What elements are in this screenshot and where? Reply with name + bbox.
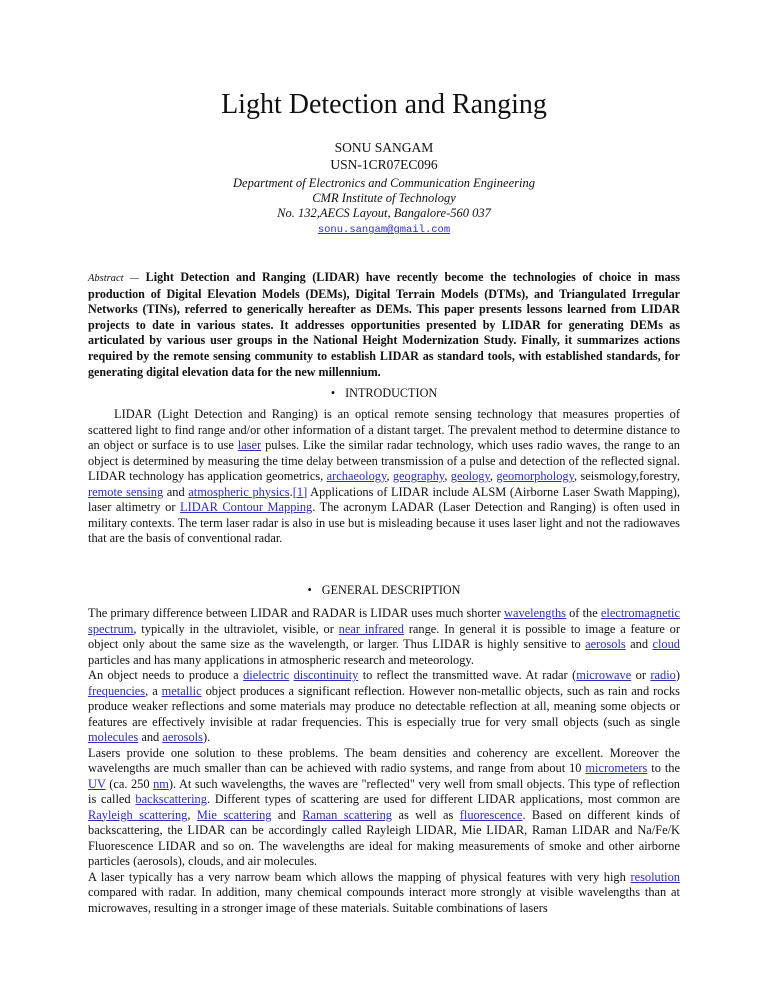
text-span: . Different types of scattering are used for different LIDAR applications, most common are (206, 792, 680, 806)
link-cloud[interactable]: cloud (652, 637, 680, 651)
email-link-text[interactable]: sonu.sangam@gmail.com (317, 224, 451, 236)
text-span: range. In general it is possible to image a feature or object only about the same size as the wavelength, or larger. Thus LIDAR is highly sensitive to (88, 621, 680, 651)
link-geography[interactable]: geography (392, 469, 445, 483)
general-paragraph-2 (88, 668, 680, 746)
link-aerosols[interactable]: aerosols (585, 637, 626, 651)
link-electromagnetic-spectrum[interactable]: electromagnetic spectrum (88, 606, 680, 636)
text-span: , (444, 469, 451, 483)
link-geology[interactable]: geology (450, 469, 490, 483)
text-span: , (187, 807, 197, 822)
text-span: compared with radar. In addition, many chemical compounds interact more strongly at visible wavelengths than at microwaves, resulting in a stronger image of these materials. Suitable combinations of lasers (88, 885, 680, 915)
link-micrometers[interactable]: micrometers (585, 761, 648, 775)
link-lidar-contour-mapping[interactable]: LIDAR Contour Mapping (180, 500, 313, 514)
paper-title: Light Detection and Ranging (221, 89, 547, 120)
link-wavelengths[interactable]: wavelengths (504, 606, 566, 620)
text-span: of the (565, 606, 601, 620)
link-uv[interactable]: UV (88, 776, 106, 791)
link-aerosols-2[interactable]: aerosols (162, 730, 203, 744)
link-molecules[interactable]: molecules (88, 730, 139, 744)
link-reference-1[interactable]: [1] (292, 484, 308, 499)
text-span: ) (675, 668, 680, 682)
text-span: (ca. 250 (105, 776, 154, 791)
link-raman-scattering[interactable]: Raman scattering (302, 807, 392, 822)
author-usn: USN-1CR07EC096 (330, 157, 438, 172)
text-span: pulses. Like the similar radar technology, which uses radio waves, the range to an object is determined by measuring the time delay between transmission of a pulse and detection of the reflected signal. LIDAR technology has application geometrics, (88, 438, 681, 483)
link-radio[interactable]: radio (650, 668, 676, 682)
link-laser[interactable]: laser (237, 438, 262, 452)
link-geomorphology[interactable]: geomorphology (496, 469, 574, 483)
link-microwave[interactable]: microwave (576, 668, 632, 682)
link-near-infrared[interactable]: near infrared (338, 621, 404, 636)
text-span: and (271, 807, 303, 822)
abstract (88, 270, 680, 380)
link-mie-scattering[interactable]: Mie scattering (196, 807, 272, 822)
text-span: . Based on different kinds of backscattering, the LIDAR can be accordingly called Rayleigh LIDAR, Mie LIDAR, Raman LIDAR and Na/Fe/K Fluorescence LIDAR and so on. The wavelengths are ideal for making measurements of smoke and other airborne particles (aerosols), clouds, and air molecules. (88, 807, 681, 868)
author-email-link[interactable] (0, 222, 768, 238)
text-span: , a (145, 683, 162, 698)
text-span: Lasers provide one solution to these problems. The beam densities and coherency are excellent. Moreover the wavelengths are much smaller than can be achieved with radio systems, and range from about 10 (88, 745, 680, 775)
general-paragraph-3 (88, 746, 680, 870)
link-metallic[interactable]: metallic (161, 683, 202, 698)
link-backscattering[interactable]: backscattering (135, 792, 207, 806)
link-dielectric[interactable]: dielectric (243, 668, 290, 682)
section-heading-introduction (0, 386, 768, 401)
text-span: LIDAR (Light Detection and Ranging) is an optical remote sensing technology that measures properties of scattered light to find range and/or other information of a distant target. The prevalent method to determine distance to an object or surface is to use (88, 407, 680, 452)
text-span: , (489, 469, 497, 483)
author-address: No. 132,AECS Layout, Bangalore-560 037 (277, 206, 491, 220)
text-span: Applications of LIDAR include ALSM (Airborne Laser Swath Mapping), laser altimetry or (88, 484, 681, 514)
abstract-text: Light Detection and Ranging (LIDAR) have recently become the technologies of choice in mass production of Digital Elevation Models (DEMs), Digital Terrain Models (DTMs), and Triangulated Irregular Networks (TINs), referred to generically hereafter as DEMs. This paper presents lessons learned from LIDAR projects to date in various states. It addresses opportunities presented by LIDAR for generating DEMs as articulated by various user groups in the National Height Modernization Study. Finally, it summarizes actions required by the remote sensing community to establish LIDAR as standard tools, with established standards, for generating digital elevation data for the new millennium. (88, 270, 681, 379)
text-span: . (289, 484, 293, 499)
heading-text: GENERAL DESCRIPTION (321, 583, 461, 597)
link-frequencies[interactable]: frequencies (88, 683, 146, 698)
text-span: The primary difference between LIDAR and RADAR is LIDAR uses much shorter (88, 606, 505, 620)
text-span: to reflect the transmitted wave. At radar ( (358, 668, 577, 682)
link-atmospheric-physics[interactable]: atmospheric physics (188, 484, 290, 499)
author-institute: CMR Institute of Technology (312, 191, 456, 205)
general-description-body (88, 606, 680, 916)
text-span: A laser typically has a very narrow beam which allows the mapping of physical features with very high (88, 869, 631, 884)
intro-paragraph (88, 407, 680, 547)
text-span: and (625, 637, 653, 651)
abstract-lead: Abstract — (88, 273, 140, 284)
link-nm[interactable]: nm (153, 776, 169, 791)
text-span: ). At such wavelengths, the waves are "reflected" very well from small objects. This type of reflection is called (88, 776, 680, 806)
bullet-icon: • (330, 386, 336, 400)
text-span: An object needs to produce a (88, 668, 244, 682)
text-span: ). (202, 730, 211, 744)
introduction-body (88, 407, 680, 547)
text-span: object produces a significant reflection. However non-metallic objects, such as rain and rocks produce weaker reflections and some materials may produce no detectable reflection at all, meaning some objects or features are effectively invisible at radar frequencies. This is especially true for very small objects (such as single (88, 683, 680, 729)
link-resolution[interactable]: resolution (630, 869, 680, 884)
author-name: SONU SANGAM (334, 140, 434, 155)
text-span: or (631, 668, 651, 682)
text-span: and (163, 484, 189, 499)
section-heading-general-description (0, 583, 768, 598)
text-span: . The acronym LADAR (Laser Detection and Ranging) is often used in military contexts. The term laser radar is also in use but is misleading because it uses laser light and not the radiowaves that are the basis of conventional radar. (88, 500, 681, 545)
bullet-icon: • (307, 583, 312, 597)
text-span: , (386, 469, 393, 483)
general-paragraph-1 (88, 606, 680, 668)
general-paragraph-4 (88, 870, 680, 917)
heading-text: INTRODUCTION (345, 386, 438, 400)
text-span: particles and has many applications in atmospheric research and meteorology. (88, 652, 474, 667)
link-discontinuity[interactable]: discontinuity (293, 668, 359, 682)
text-span: and (138, 730, 163, 744)
link-fluorescence[interactable]: fluorescence (459, 807, 523, 822)
text-span: , typically in the ultraviolet, visible, or (133, 621, 339, 636)
link-archaeology[interactable]: archaeology (326, 469, 387, 483)
text-span: , seismology,forestry, (573, 469, 680, 483)
text-span: as well as (392, 807, 460, 822)
author-department: Department of Electronics and Communication Engineering (233, 176, 535, 190)
text-span: to the (647, 761, 680, 775)
link-rayleigh-scattering[interactable]: Rayleigh scattering (88, 807, 188, 822)
link-remote-sensing[interactable]: remote sensing (88, 484, 164, 499)
